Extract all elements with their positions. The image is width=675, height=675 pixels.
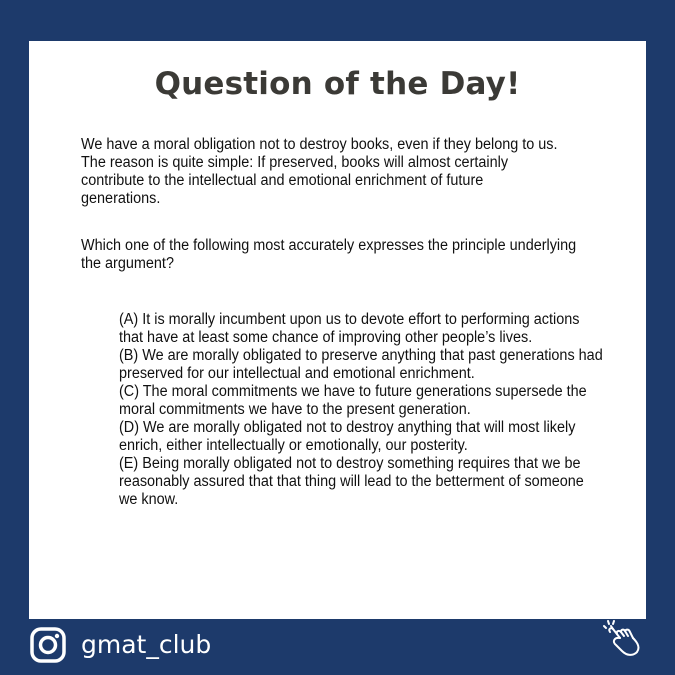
answer-choice-d: (D) We are morally obligated not to destroy anything that will most likely enrich, either intellectually or emotionally, our posterity.	[119, 419, 576, 454]
answer-choices	[119, 311, 604, 509]
page-title: Question of the Day!	[154, 66, 521, 102]
instagram-handle: gmat_club	[81, 630, 212, 659]
answer-choice-b: (B) We are morally obligated to preserve anything that past generations had preserved for our intellectual and emotional enrichment.	[119, 347, 603, 382]
question-prompt: Which one of the following most accurately expresses the principle underlying the argument?	[81, 237, 577, 272]
answer-choice-a: (A) It is morally incumbent upon us to devote effort to performing actions that have at least some chance of improving other people’s lives.	[119, 311, 580, 346]
question-passage: We have a moral obligation not to destroy books, even if they belong to us. The reason is quite simple: If preserved, books will almost certainly contribute to the intellectual and emotional enrichment of future generations.	[81, 136, 558, 207]
answer-choice-e: (E) Being morally obligated not to destroy something requires that we be reasonably assured that that thing will lead to the betterment of someone we know.	[119, 455, 584, 508]
instagram-icon	[29, 626, 67, 664]
pointing-hand-icon	[600, 618, 646, 664]
answer-choice-c: (C) The moral commitments we have to future generations supersede the moral commitments we have to the present generation.	[119, 383, 587, 418]
